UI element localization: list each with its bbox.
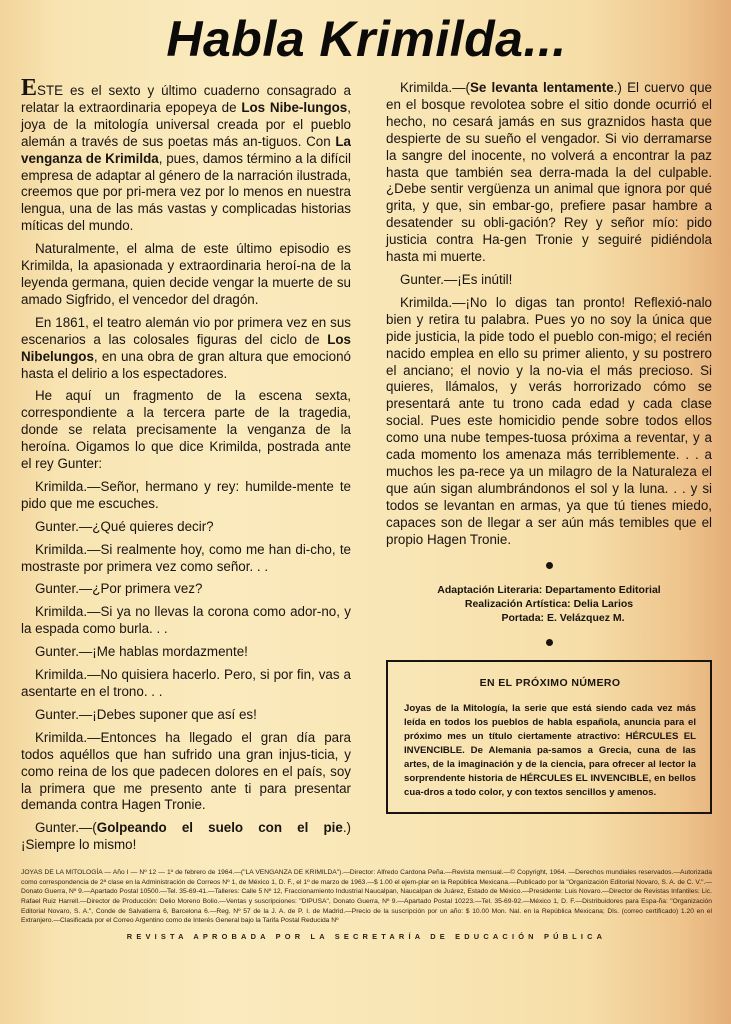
credits xyxy=(386,583,712,625)
paragraph xyxy=(21,667,351,701)
left-column xyxy=(21,75,351,860)
credit-artistic: Realización Artística: Delia Larios xyxy=(464,598,634,611)
page-title: Habla Krimilda... xyxy=(166,11,567,67)
credit-literary: Adaptación Literaria: Departamento Editorial xyxy=(437,584,661,597)
text-run: Krimilda.—Si ya no llevas la corona como ador-no, y la espada como burla. . . xyxy=(21,604,351,637)
paragraph xyxy=(21,241,351,309)
paragraph xyxy=(386,272,712,289)
text-run: .) ¡Siempre lo mismo! xyxy=(21,820,351,853)
next-issue-heading: EN EL PRÓXIMO NÚMERO xyxy=(479,677,621,690)
text-run: Gunter.—¡Es inútil! xyxy=(400,271,513,287)
paragraph xyxy=(21,479,351,513)
bold-run: Golpeando el suelo con el pie xyxy=(96,820,343,836)
text-run: Krimilda.—Si realmente hoy, como me han di-cho, te mostraste por primera vez como señor. . . xyxy=(21,541,351,574)
paragraph xyxy=(21,644,351,661)
next-issue-body: Joyas de la Mitología, la serie que está siendo cada vez más leída en todos los pueblos de habla española, anuncia para el próximo mes un título ciertamente atractivo: HÉRCULES EL INVENCIBLE. De Alemania pa-samos a Grecia, cuna de las artes, de la imaginación y de la ciencia, para ofrecer al lector la sorprendente historia de HÉRCULES EL INVENCIBLE, en bellos cua-dros a todo color, y con textos sencillos y amenos. xyxy=(404,703,696,799)
footer-imprint: JOYAS DE LA MITOLOGÍA — Año I — Nº 12 — 1º de febrero de 1964.—("LA VENGANZA DE KRIMILDA").—Director: Alfredo Cardona Peña.—Revista mensual.—© Copyright, 1964. —Derechos mundiales reservados.—Autorizada como correspondencia de 2ª clase en la Administración de Correos Nº 1, de México 1, D. F., el 1º de marzo de 1963.—$ 1.00 el ejem-plar en la República Mexicana.—Publicado por la "Organización Editorial Novaro, S. A. de C. V.".—Donato Guerra, Nº 9.—Apartado Postal 10500.—Tel. 35-69-41.—Talleres: Calle 5 Nº 12, Fraccionamiento Industrial Naucalpan, Naucalpan de Juárez, Estado de México.—Presidente: Luis Novaro.—Director de Revistas Infantiles: Lic. Rafael Ruiz Harrell.—Director de Producción: Delio Moreno Bolio.—Ventas y suscripciones: "DIPUSA", Donato Guerra, Nº 9.—Apartado Postal 10223.—Tel. 35-69-92.—México 1, D. F.—Distribuidores para Espa-ña: "Organización Editorial Novaro, S. A.", Conde de Salvatierra 6, Barcelona 6.—Reg. Nº 57 de la J. A. de P. I. de Madrid.—Precio de la suscripción por un año: $ 10.00 Mon. Nal. en la República Mexicana; Dls. (correo certificado) 1.20 en el Extranjero.—Clasificada por el Correo Argentino como de Interés General bajo la Tarifa Postal Reducida Nº xyxy=(21,869,712,925)
paragraph xyxy=(21,730,351,815)
paragraph xyxy=(21,315,351,383)
bold-run: La venganza de Krimilda xyxy=(21,133,351,166)
right-paragraphs xyxy=(386,80,712,548)
paragraph xyxy=(21,604,351,638)
right-column xyxy=(386,80,712,814)
text-run: Gunter.—¡Me hablas mordazmente! xyxy=(35,644,248,660)
text-run: Gunter.—¡Debes suponer que así es! xyxy=(35,706,257,722)
separator-dot-bottom xyxy=(546,639,553,646)
bold-run: Se levanta lentamente xyxy=(469,80,614,95)
next-issue-box xyxy=(386,660,712,814)
bold-run: Los Nibelungos xyxy=(21,331,351,364)
paragraph xyxy=(21,388,351,473)
text-run: Gunter.—¿Qué quieres decir? xyxy=(35,518,214,534)
paragraph xyxy=(21,519,351,536)
text-run: , pues, damos término a la difícil empresa de adaptar al género de la narración ilustrada, creemos que por pri-mera vez por lo menos en nuestra lengua, una de las más vastas y complicadas historias míticas del mundo. xyxy=(21,150,351,234)
footer-approved: REVISTA APROBADA POR LA SECRETARÍA DE EDUCACIÓN PÚBLICA xyxy=(126,931,607,941)
text-run: Krimilda.—No quisiera hacerlo. Pero, si por fin, vas a asentarte en el trono. . . xyxy=(21,667,351,699)
paragraph xyxy=(21,581,351,598)
text-run: En 1861, el teatro alemán vio por primera vez en sus escenarios a las colosales figuras del ciclo de xyxy=(21,314,351,347)
text-run: Gunter.—( xyxy=(35,820,97,836)
text-run: , joya de la mitología universal creada por el pueblo alemán a través de sus poetas más an-tiguos. Con xyxy=(21,99,351,149)
text-run: STE es el sexto y último cuaderno consagrado a relatar la extraordinaria epopeya de xyxy=(21,83,351,115)
columns xyxy=(21,75,713,860)
paragraph xyxy=(21,820,351,854)
intro-paragraph xyxy=(21,75,351,235)
credit-cover: Portada: E. Velázquez M. xyxy=(501,612,625,625)
left-paragraphs xyxy=(21,241,351,854)
paragraph xyxy=(386,80,712,266)
text-run: He aquí un fragmento de la escena sexta, correspondiente a la tercera parte de la tragedia, donde se relata precisamente la venganza de la heroína. Oigamos lo que dice Krimilda, postrada ante el rey Gunter: xyxy=(21,388,351,472)
intro-text xyxy=(21,83,351,233)
text-run: Krimilda.—Señor, hermano y rey: humilde-mente te pido que me escuches. xyxy=(21,478,351,511)
text-run: Gunter.—¿Por primera vez? xyxy=(35,581,203,597)
text-run: , en una obra de gran altura que emocionó hasta el delirio a los espectadores. xyxy=(21,348,351,381)
paragraph xyxy=(21,707,351,724)
text-run: .) El cuervo que en el bosque revolotea sobre el sitio donde ocurrió el hecho, no cesará jamás en sus graznidos hasta que despierte de su sueño el vengador. Si vio derramarse la sangre del inocente, no volverá a encontrar la paz hasta que también sea derra-mada la del culpable. ¿Debe sentir vergüenza un animal que ignora por qué grita, y que, sin embar-go, prefiere pasar hambre a desatender su obli-gación? Rey y señor mío: pido justicia contra Ha-gen Tronie y seguiré pidiéndola hasta mi muerte. xyxy=(386,80,713,265)
separator-dot-top xyxy=(546,562,553,569)
paragraph xyxy=(21,542,351,576)
paragraph xyxy=(386,295,712,549)
text-run: Krimilda.—( xyxy=(400,80,470,95)
drop-cap: E xyxy=(21,75,38,101)
bold-run: Los Nibe-lungos xyxy=(241,99,348,115)
text-run: Krimilda.—Entonces ha llegado el gran día para todos aquéllos que han sufrido una gran injus-ticia, y como reina de los que padecen dolores en el país, soy la primera que me presento ante ti para presentar demanda contra Hagen Tronie. xyxy=(21,729,351,813)
text-run: Naturalmente, el alma de este último episodio es Krimilda, la apasionada y extraordinaria heroí-na de la leyenda germana, quien decide vengar la muerte de su amado Sigfrido, el vencedor del dragón. xyxy=(21,241,351,307)
text-run: Krimilda.—¡No lo digas tan pronto! Reflexió-nalo bien y retira tu palabra. Pues yo no soy la única que pide justicia, la pide todo el pueblo con-migo; el recién nacido emplea en ello su primer aliento, y su postrero el anciano; el novio y la no-via el más precioso. Si quieres, llámalos, y verás horrorizado cómo se presentará ante tu trono cada edad y cada clase social. Pues este homicidio pende sobre todos ellos como una nube tempes-tuosa próxima a reventar, y a cada momento los amenaza más terriblemente. . . a muchos les pa-rece ya un milagro de la Naturaleza el que aún sigan alumbrándonos el sol y la luna. . . y si todos se levantan en armas, ya que tú tienes miedo, capaces son de llegar a ser aún más temibles que el propio Hagen Tronie. xyxy=(386,294,712,547)
